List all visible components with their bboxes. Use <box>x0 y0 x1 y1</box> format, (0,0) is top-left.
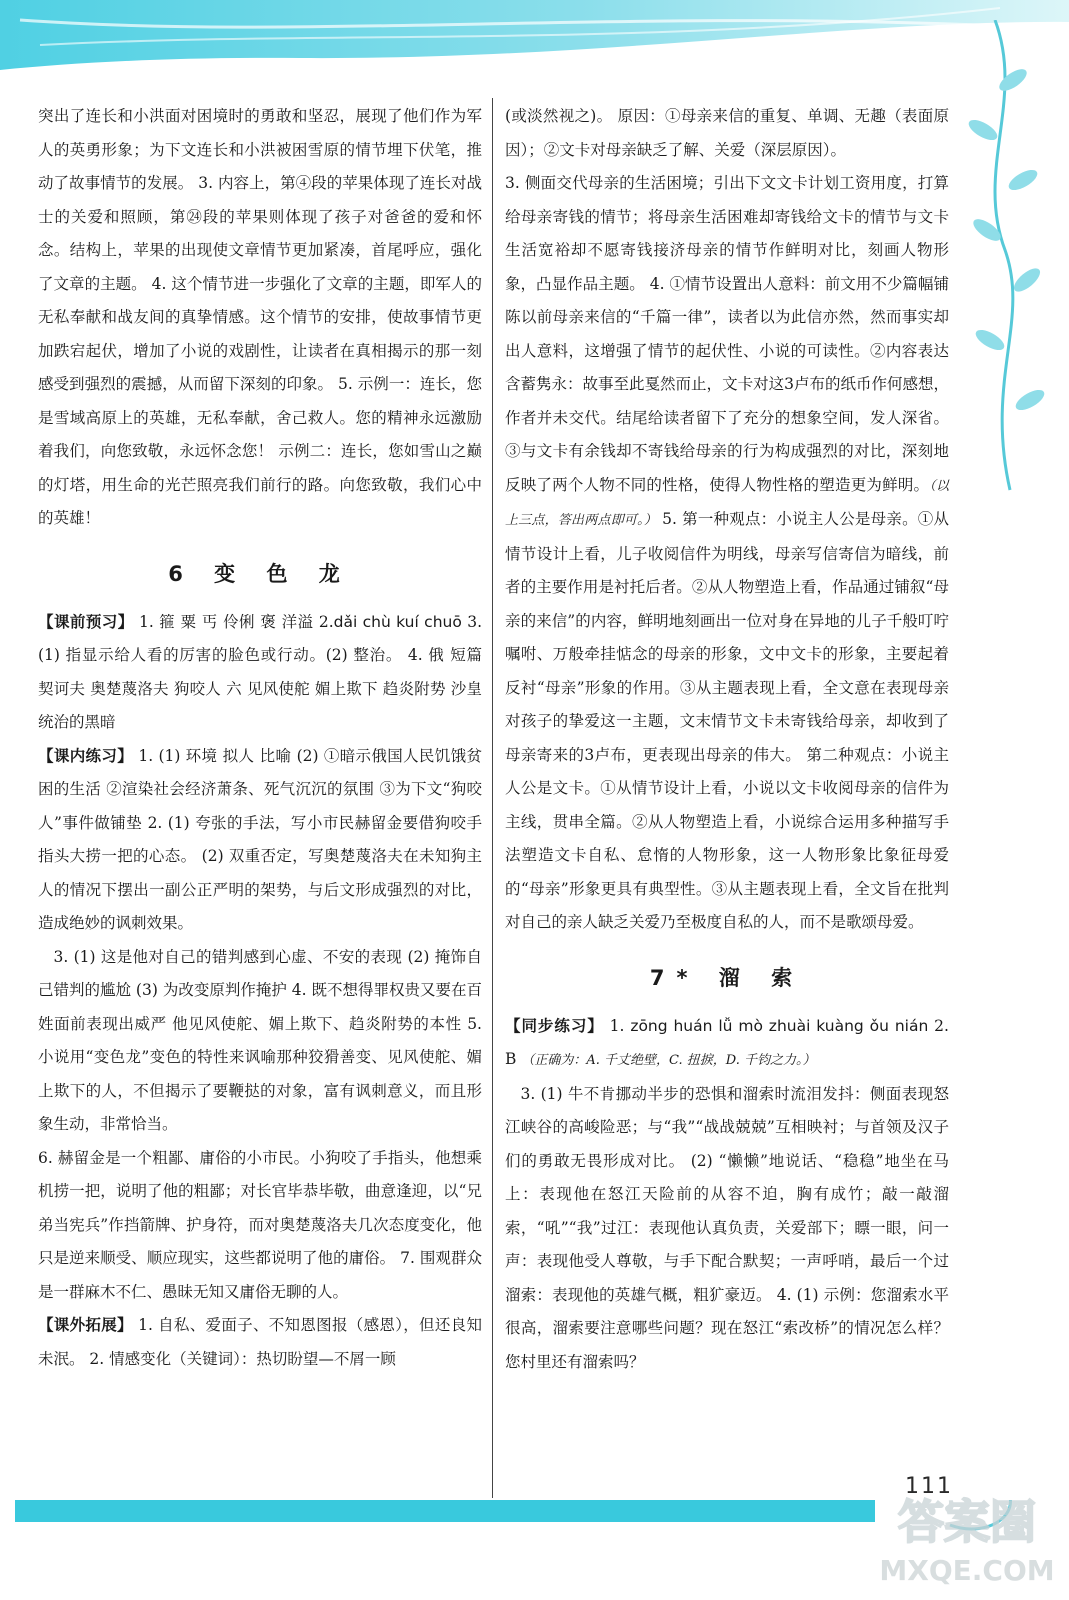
vine-decoration <box>935 20 1069 500</box>
preview-text-a: 1. 箍 粟 丐 伶俐 褒 洋溢 2. <box>133 612 334 631</box>
page-number: 111 <box>905 1474 953 1499</box>
svg-text:MXQE.COM: MXQE.COM <box>879 1554 1055 1587</box>
preview-text-b: 3. (1) 指显示给人看的厉害的脸色或行动。(2) 整治。 4. 俄 短篇 契诃夫 奥楚蔑洛夫 狗咬人 六 见风使舵 媚上欺下 趋炎附势 沙皇统治的黑暗 <box>38 612 482 731</box>
svg-text:答案圈: 答案圈 <box>898 1495 1036 1549</box>
answer-paragraph-r2 <box>505 167 949 940</box>
in-class-paragraph-3: 6. 赫留金是一个粗鄙、庸俗的小市民。小狗咬了手指头，他想乘机捞一把，说明了他的粗鄙；对长官毕恭毕敬，曲意逢迎，以“兄弟当宪兵”作挡箭牌、护身符，而对奥楚蔑洛夫几次态度变化，他只是逆来顺受、顺应现实，这些都说明了他的庸俗。 7. 围观群众是一群麻木不仁、愚昧无知又庸俗无聊的人。 <box>38 1148 482 1301</box>
section-tag-in-class: 【课内练习】 <box>38 746 134 765</box>
left-column <box>38 100 482 1376</box>
sync-note: （正确为：A. 千丈绝壁，C. 扭捩，D. 千钧之力。） <box>521 1053 816 1068</box>
top-decorative-band <box>0 0 1069 110</box>
answer-text-r2-tail: 5. 第一种观点：小说主人公是母亲。①从情节设计上看，儿子收阅信件为明线，母亲写信寄信为暗线，前者的主要作用是衬托后者。②从人物塑造上看，作品通过铺叙“母亲的来信”的内容，鲜明地刻画出一位对身在异地的儿子千般叮咛嘱咐、万般牵挂惦念的母亲的形象，文中文卡的形象，主要起着反衬“母亲”形象的作用。③从主题表现上看，全文意在表现母亲对孩子的挚爱这一主题，文末情节文卡未寄钱给母亲，却收到了母亲寄来的3卢布，更表现出母亲的伟大。 第二种观点：小说主人公是文卡。①从情节设计上看，小说以文卡收阅母亲的信件为主线，贯串全篇。②从人物塑造上看，小说综合运用多种描写手法塑造文卡自私、怠惰的人物形象，这一人物形象比象征母爱的“母亲”形象更具有典型性。③从主题表现上看，全文旨在批判对自己的亲人缺乏关爱乃至极度自私的人，而不是歌颂母爱。 <box>505 510 949 931</box>
answer-paragraph-r1: (或淡然视之)。 原因：①母亲来信的重复、单调、无趣（表面原因）；②文卡对母亲缺乏了解、关爱（深层原因）。 <box>505 107 949 159</box>
sync-paragraph-2: 3. (1) 牛不肯挪动半步的恐惧和溜索时流泪发抖：侧面表现怒江峡谷的高峻险恶；与“我”“战战兢兢”互相映衬；与首领及汉子们的勇敢无畏形成对比。 (2) “懒懒”地说话、“稳稳”地坐在马上：表现他在怒江天险前的从容不迫，胸有成竹；敲一敲溜索，“吼”“我”过江：表现他认真负责，关爱部下；瞟一眼，问一声：表现他受人尊敬，与手下配合默契；一声呼哨，最后一个过溜索：表现他的英雄气概，粗犷豪迈。 4. (1) 示例：您溜索水平很高，溜索要注意哪些问题？现在怒江“索改桥”的情况怎么样？您村里还有溜索吗？ <box>505 1084 949 1371</box>
answer-paragraph-intro: 突出了连长和小洪面对困境时的勇敢和坚忍，展现了他们作为军人的英勇形象；为下文连长和小洪被困雪原的情节埋下伏笔，推动了故事情节的发展。 3. 内容上，第④段的苹果体现了连长对战士的关爱和照顾，第㉔段的苹果则体现了孩子对爸爸的爱和怀念。结构上，苹果的出现使文章情节更加紧凑，首尾呼应，强化了文章的主题。 4. 这个情节进一步强化了文章的主题，即军人的无私奉献和战友间的真挚情感。这个情节的安排，使故事情节更加跌宕起伏，增加了小说的戏剧性，让读者在真相揭示的那一刻感受到强烈的震撼，从而留下深刻的印象。 5. 示例一：连长，您是雪域高原上的英雄，无私奉献，舍己救人。您的精神永远激励着我们，向您致敬，永远怀念您！ 示例二：连长，您如雪山之巅的灯塔，用生命的光芒照亮我们前行的路。向您致敬，我们心中的英雄！ <box>38 107 482 527</box>
preview-pinyin: dǎi chù kuí chuō <box>333 612 462 631</box>
sync-section <box>505 1010 949 1078</box>
sync-pinyin: zōng huán lǚ mò zhuài kuàng ǒu nián <box>630 1016 929 1035</box>
sync-text-a: 1. <box>603 1016 631 1035</box>
sync-text-b: 2. B <box>505 1016 949 1068</box>
column-divider <box>492 98 493 1498</box>
preview-section <box>38 606 482 740</box>
in-class-text: 1. (1) 环境 拟人 比喻 (2) ①暗示俄国人民饥饿贫困的生活 ②渲染社会经济萧条、死气沉沉的氛围 ③为下文“狗咬人”事件做铺垫 2. (1) 夸张的手法，写小市民赫留金要借狗咬手指头大捞一把的心态。 (2) 双重否定，写奥楚蔑洛夫在未知狗主人的情况下摆出一副公正严明的架势，与后文形成强烈的对比，造成绝妙的讽刺效果。 <box>38 746 482 932</box>
extension-text: 1. 自私、爱面子、不知恩图报（感恩），但还良知未泯。 2. 情感变化（关键词）：热切盼望—不屑一顾 <box>38 1316 482 1368</box>
in-class-section <box>38 740 482 941</box>
extension-section <box>38 1309 482 1376</box>
in-class-paragraph-2: 3. (1) 这是他对自己的错判感到心虚、不安的表现 (2) 掩饰自己错判的尴尬 (3) 为改变原判作掩护 4. 既不想得罪权贵又要在百姓面前表现出威严 他见风使舵、媚上欺下、趋炎附势的本性 5. 小说用“变色龙”变色的特性来讽喻那种狡猾善变、见风使舵、媚上欺下的人，不但揭示了要鞭挞的对象，富有讽刺意义，而且形象生动，非常恰当。 <box>38 947 482 1133</box>
right-column <box>505 100 949 1379</box>
section-tag-preview: 【课前预习】 <box>38 612 134 631</box>
section-heading-7: 7* 溜 索 <box>649 965 805 990</box>
section-heading-6: 6 变 色 龙 <box>168 561 352 586</box>
section-tag-extension: 【课外拓展】 <box>38 1316 133 1334</box>
section-tag-sync: 【同步练习】 <box>505 1016 604 1035</box>
watermark-logo <box>872 1468 1062 1596</box>
answer-text-r2: 3. 侧面交代母亲的生活困境；引出下文文卡计划工资用度，打算给母亲寄钱的情节；将母亲生活困难却寄钱给文卡的情节与文卡生活宽裕却不愿寄钱接济母亲的情节作鲜明对比，刻画人物形象，凸显作品主题。 4. ①情节设置出人意料：前文用不少篇幅铺陈以前母亲来信的“千篇一律”，读者以为此信亦然，然而事实却出人意料，这增强了情节的起伏性、小说的可读性。②内容表达含蓄隽永：故事至此戛然而止，文卡对这3卢布的纸币作何感想，作者并未交代。结尾给读者留下了充分的想象空间，发人深省。③与文卡有余钱却不寄钱给母亲的行为构成强烈的对比，深刻地反映了两个人物不同的性格，使得人物性格的塑造更为鲜明。 <box>505 174 949 494</box>
answer-note-r2: （以上三点，答出两点即可。） <box>505 478 949 528</box>
